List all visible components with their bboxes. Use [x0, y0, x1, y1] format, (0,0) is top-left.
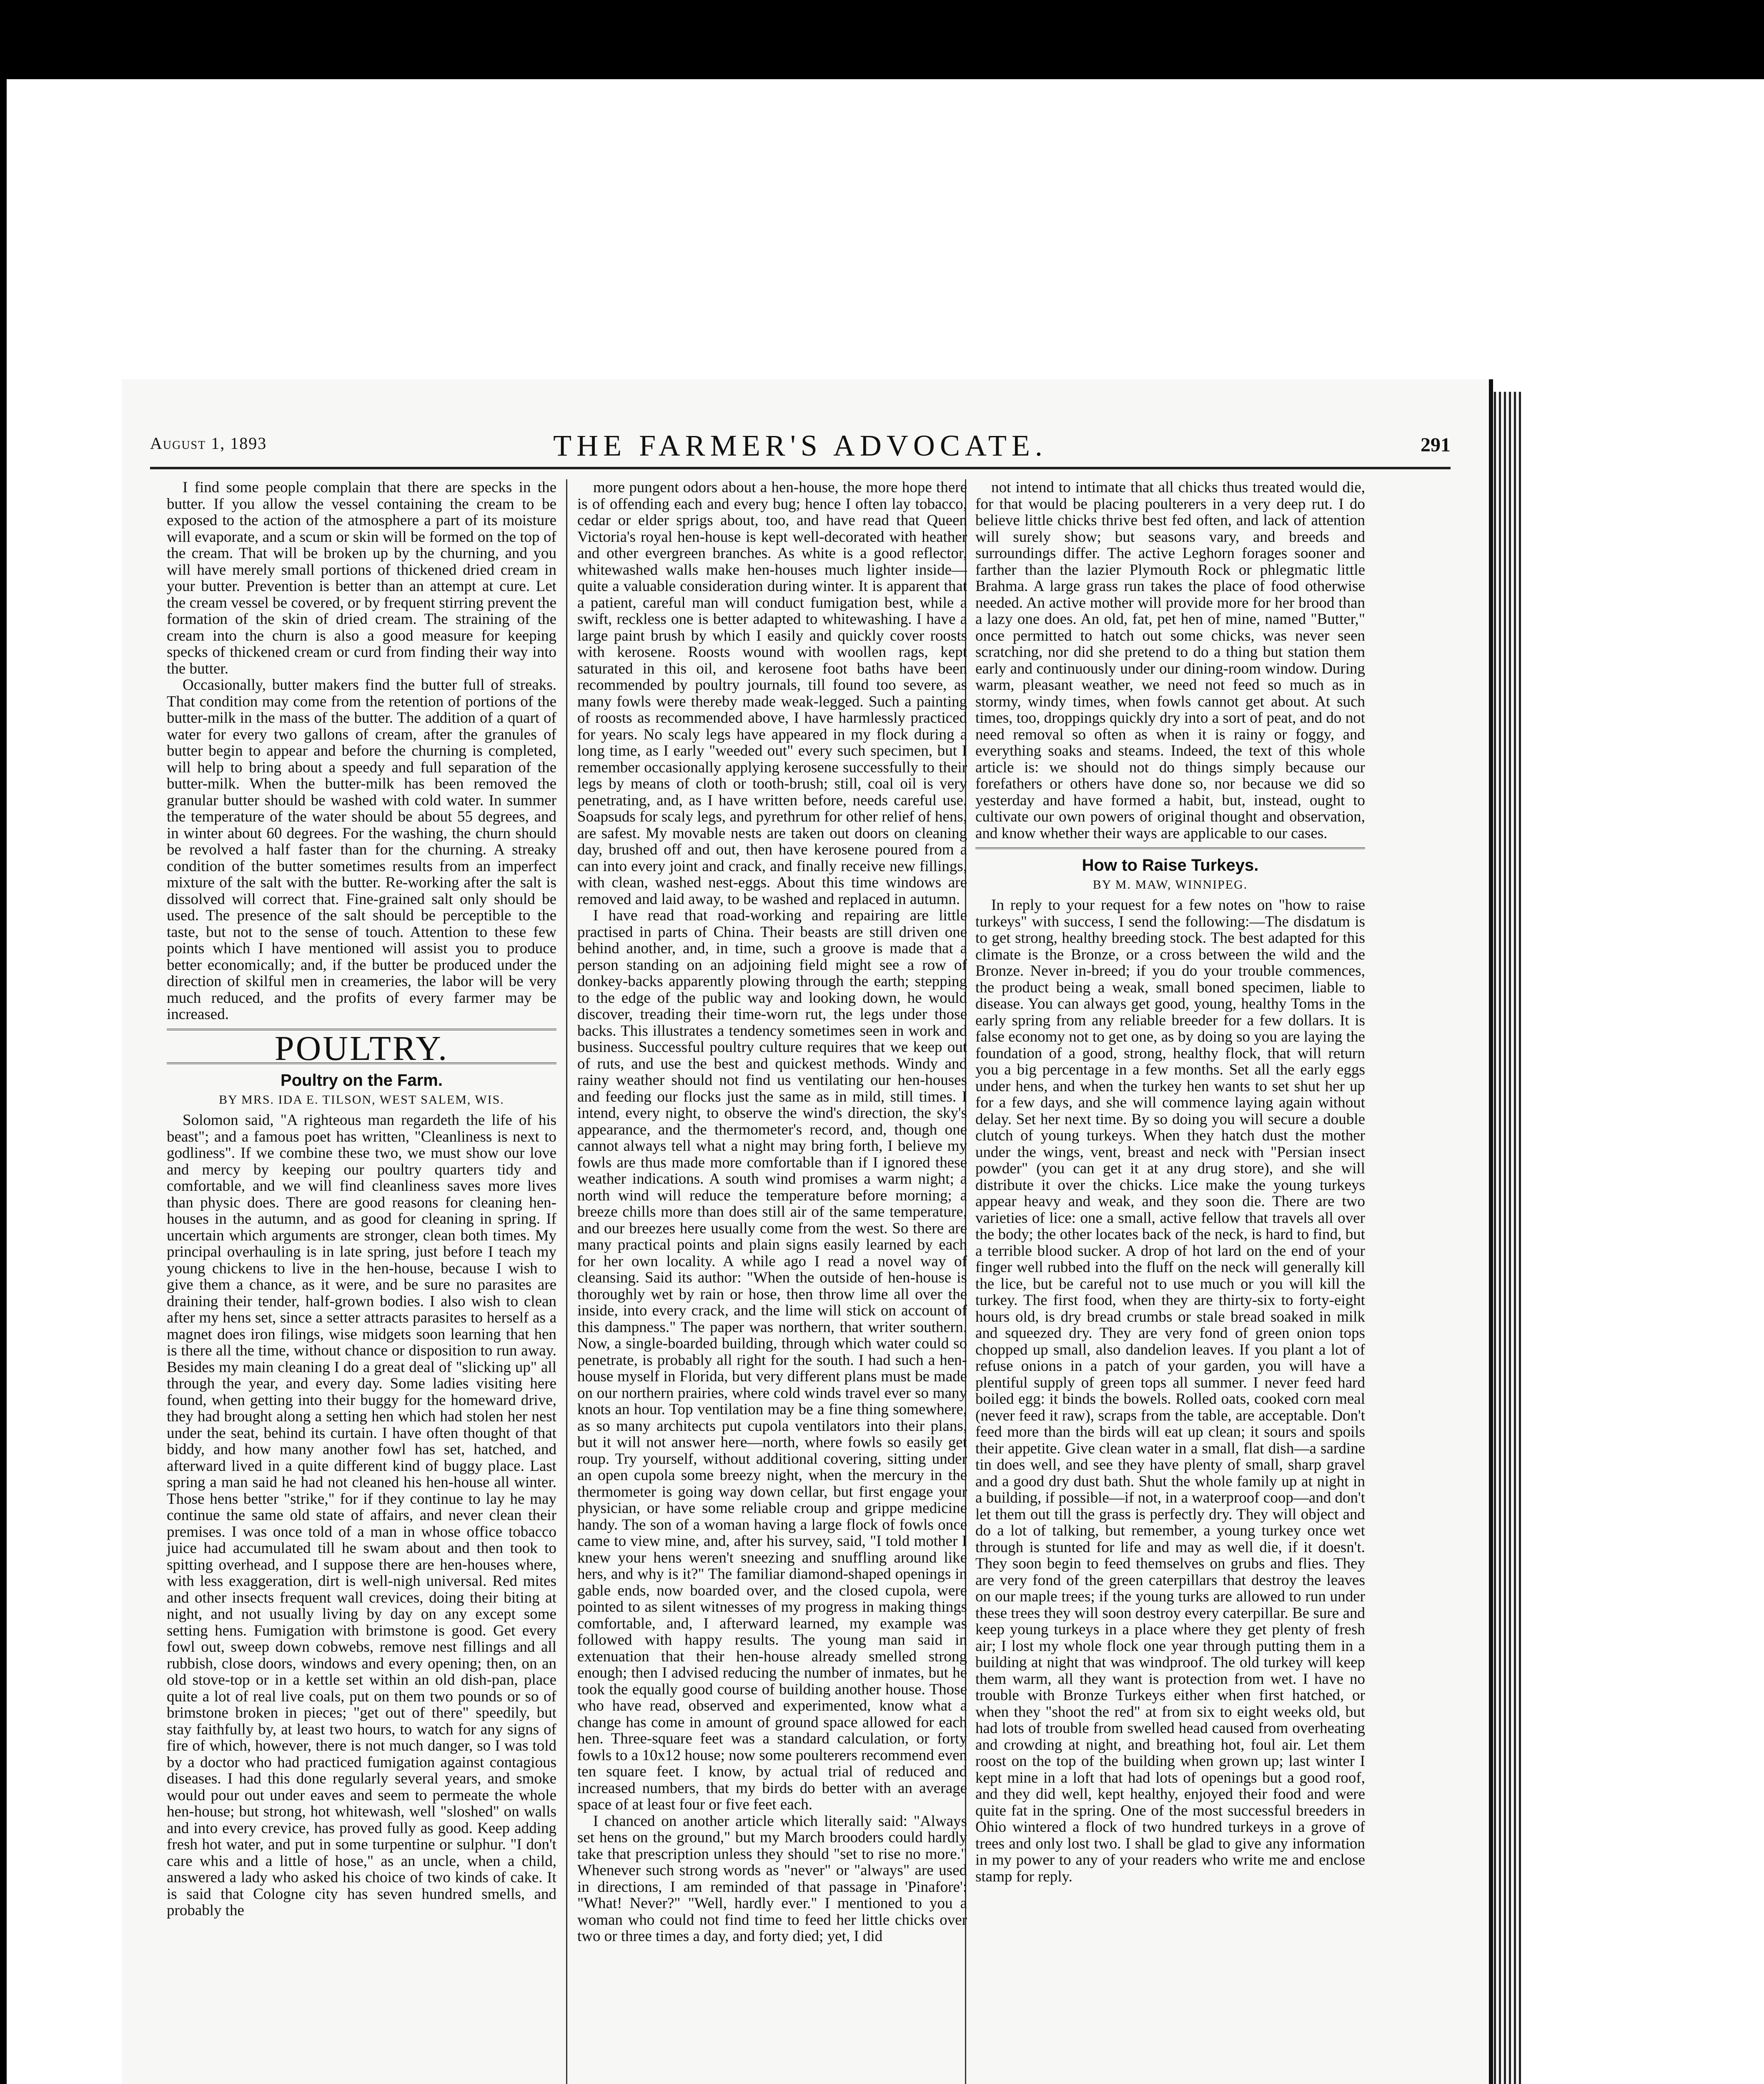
article-title: How to Raise Turkeys. — [1082, 856, 1259, 874]
article-divider — [975, 847, 1365, 849]
paragraph: I chanced on another article which literally said: "Always set hens on the ground," but my March brooders could hardly take that prescription unless they should "set to rise no more." Whenever such strong words as "never" or "always" are used in directions, I am reminded of that passage in 'Pinafore': "What! Never?" "Well, hardly ever." I mentioned to you a woman who could not find time to feed her little chicks over two or three times a day, and forty died; yet, I did — [577, 1812, 967, 1945]
column-divider — [566, 479, 567, 2084]
paragraph: more pungent odors about a hen-house, the more hope there is of offending each and every bug; hence I often lay tobacco, cedar or elder sprigs about, too, and have read that Queen Victoria's royal hen-house is kept well-decorated with heather and other evergreen branches. As white is a good reflector, whitewashed walls make hen-houses much lighter inside—quite a valuable consideration during winter. It is apparent that a patient, careful man will conduct fumigation best, while a swift, reckless one is better adapted to whitewashing. I have a large paint brush by which I easily and quickly cover roosts with kerosene. Roosts wound with woollen rags, kept saturated in this oil, and kerosene foot baths have been recommended by poultry journals, till found too severe, as many fowls were thereby made weak-legged. Such a painting of roosts as recommended above, I have harmlessly practiced for years. No scaly legs have appeared in my flock during a long time, as I early "weeded out" every such specimen, but I remember occasionally applying kerosene successfully to their legs by means of cloth or tooth-brush; still, coal oil is very penetrating, and, as I have written before, needs careful use. Soapsuds for scaly legs, and pyrethrum for other relief of hens, are safest. My movable nests are taken out doors on cleaning day, brushed off and out, then have kerosene poured from a can into every joint and crack, and finally receive new fillings, with clean, washed nest-eggs. About this time windows are removed and laid away, to be washed and replaced in autumn. — [577, 479, 967, 908]
paragraph: In reply to your request for a few notes on "how to raise turkeys" with success, I send the following:—The disdatum is to get strong, healthy breeding stock. The best adapted for this climate is the Bronze, or a cross between the wild and the Bronze. Never in-breed; if you do your trouble commences, the product being a weak, small boned specimen, liable to disease. You can always get good, young, healthy Toms in the early spring from any reliable breeder for a few dollars. It is false economy not to get one, as by doing so you are laying the foundation of a good, strong, healthy flock, that will return you a big percentage in a few months. Set all the early eggs under hens, and when the turkey hen wants to set shut her up for a few days, and she will commence laying again without delay. Set her next time. By so doing you will secure a double clutch of young turkeys. When they hatch dust the mother under the wings, vent, breast and neck with "Persian insect powder" (you can get it at any drug store), and she will distribute it over the chicks. Lice make the young turkeys appear heavy and weak, and they soon die. There are two varieties of lice: one a small, active fellow that travels all over the body; the other locates back of the neck, is hard to find, but a terrible blood sucker. A drop of hot lard on the end of your finger well rubbed into the fluff on the neck will generally kill the lice, but be careful not to use much or you will kill the turkey. The first food, when they are thirty-six to forty-eight hours old, is dry bread crumbs or stale bread soaked in milk and squeezed dry. They are very fond of green onion tops chopped up small, also dandelion leaves. If you plant a lot of refuse onions in a patch of your garden, you will have a plentiful supply of green tops all summer. I never feed hard boiled egg: it binds the bowels. Rolled oats, cooked corn meal (never feed it raw), scraps from the table, are acceptable. Don't feed more than the birds will eat up clean; it sours and spoils their appetite. Give clean water in a small, flat dish—a sardine tin does well, and see they have plenty of small, sharp gravel and a good dry dust bath. Shut the whole family up at night in a building, if possible—if not, in a waterproof coop—and don't let them out till the grass is perfectly dry. They will object and do a lot of talking, but remember, a young turkey once wet through is stunted for life and may as well die, if it doesn't. They soon begin to feed themselves on grubs and flies. They are very fond of the green caterpillars that destroy the leaves on our maple trees; if the young turks are allowed to run under these trees they will soon destroy every caterpillar. Be sure and keep young turkeys in a place where they get plenty of fresh air; I lost my whole flock one year through putting them in a building at night that was windproof. The old turkey will keep them warm, all they want is protection from wet. I have no trouble with Bronze Turkeys either when first hatched, or when they "shoot the red" at from six to eight weeks old, but had lots of trouble from swelled head caused from overheating and crowding at night, and breathing hot, foul air. Let them roost on the top of the building when grown up; last winter I kept mine in a loft that had lots of openings but a good roof, and they did well, kept healthy, enjoyed their food and were quite fat in the spring. One of the most successful breeders in Ohio wintered a flock of two hundred turkeys in a grove of trees and only lost two. I shall be glad to give any information in my power to any of your readers who write me and enclose stamp for reply. — [975, 897, 1365, 1885]
paragraph: not intend to intimate that all chicks thus treated would die, for that would be placing poulterers in a very deep rut. I do believe little chicks thrive best fed often, and lack of attention will surely show; but seasons vary, and breeds and surroundings differ. The active Leghorn forages sooner and farther than the lazier Plymouth Rock or phlegmatic little Brahma. A large grass run takes the place of food otherwise needed. An active mother will provide more for her brood than a lazy one does. An old, fat, pet hen of mine, named "Butter," once permitted to hatch out some chicks, was never seen scratching, nor did she pretend to do a thing but station them early and continuously under our dining-room window. During warm, pleasant weather, we need not feed so much as in stormy, windy times, when fowls cannot get about. At such times, too, droppings quickly dry into a sort of peat, and do not need removal so often as when it is rainy or foggy, and everything soaks and steams. Indeed, the text of this whole article is: we should not do things simply because our forefathers or others have done so, nor because we did so yesterday and have formed a habit, but, instead, ought to cultivate our own powers of original thought and observation, and know whether their ways are applicable to our cases. — [975, 479, 1365, 842]
paragraph: I find some people complain that there are specks in the butter. If you allow the vessel containing the cream to be exposed to the action of the atmosphere a part of its moisture will evaporate, and a scum or skin will be formed on the top of the cream. That will be broken up by the churning, and you will have merely small portions of thickened dried cream in your butter. Prevention is better than an attempt at cure. Let the cream vessel be covered, or by frequent stirring prevent the formation of the skin of dried cream. The straining of the cream into the churn is also a good measure for keeping specks of thickened cream or curd from finding their way into the butter. — [167, 479, 556, 677]
column-2 — [577, 479, 967, 1945]
issue-date: August 1, 1893 — [150, 434, 267, 453]
paragraph: Occasionally, butter makers find the butter full of streaks. That condition may come from the retention of portions of the butter-milk in the mass of the butter. The addition of a quart of water for every two gallons of cream, after the granules of butter begin to appear and before the churning is completed, will help to bring about a speedy and full separation of the butter-milk. When the butter-milk has been removed the granular butter should be washed with cold water. In summer the temperature of the water should be about 55 degrees, and in winter about 60 degrees. For the washing, the churn should be revolved a half faster than for the churning. A streaky condition of the butter sometimes results from an imperfect mixture of the salt with the butter. Re-working after the salt is dissolved will correct that. Fine-grained salt only should be used. The presence of the salt should be perceptible to the taste, but not to the sense of touch. Attention to these few points which I have mentioned will assist you to produce better economically; and, if the butter be produced under the direction of skilful men in creameries, the labor will be very much reduced, and the profits of every farmer may be increased. — [167, 676, 556, 1023]
article-title: Poultry on the Farm. — [281, 1071, 443, 1090]
column-1 — [167, 479, 556, 1919]
header-rule — [150, 467, 1451, 469]
article-byline: BY M. MAW, WINNIPEG. — [1092, 877, 1248, 892]
article-byline: BY MRS. IDA E. TILSON, WEST SALEM, WIS. — [219, 1092, 504, 1107]
section-title: POULTRY. — [274, 1029, 449, 1068]
page-header — [150, 429, 1451, 463]
column-3 — [975, 479, 1365, 1885]
masthead-title: THE FARMER'S ADVOCATE. — [553, 429, 1047, 462]
paragraph: Solomon said, "A righteous man regardeth the life of his beast"; and a famous poet has written, "Cleanliness is next to godliness". If we combine these two, we must show our love and mercy by keeping our poultry quarters tidy and comfortable, and we will find cleanliness saves more lives than physic does. There are good reasons for cleaning hen-houses in the autumn, and as good for cleaning in spring. If uncertain which arguments are stronger, clean both times. My principal overhauling is in late spring, just before I teach my young chickens to live in the hen-house, because I wish to give them a chance, as it were, and be sure no parasites are draining their tender, half-grown bodies. I also wish to clean after my hens set, since a setter attracts parasites to herself as a magnet does iron filings, wise midgets soon learning that hen is there all the time, without chance or disposition to run away. Besides my main cleaning I do a great deal of "slicking up" all through the year, and every day. Some ladies visiting here found, when getting into their buggy for the homeward drive, they had brought along a setting hen which had stolen her nest under the seat, behind its curtain. I have often thought of that biddy, and how many another fowl has set, hatched, and afterward lived in a quite different kind of buggy place. Last spring a man said he had not cleaned his hen-house all winter. Those hens better "strike," for if they continue to lay he may continue the same old state of affairs, and never clean their premises. I was once told of a man in whose office tobacco juice had accumulated till he swam about and then took to spitting overhead, and I suppose there are hen-houses where, with less exaggeration, dirt is well-nigh universal. Red mites and other insects frequent wall crevices, doing their biting at night, and not usually living by day on any except some setting hens. Fumigation with brimstone is good. Get every fowl out, sweep down cobwebs, remove nest fillings and all rubbish, close doors, windows and every opening; then, on an old stove-top or in a kettle set within an old dish-pan, place quite a lot of real live coals, put on them two pounds or so of brimstone broken in pieces; "get out of there" speedily, but stay faithfully by, at least two hours, to watch for any signs of fire of which, however, there is not much danger, so I was told by a doctor who had practiced fumigation against contagious diseases. I had this done regularly several years, and smoke would pour out under eaves and seem to permeate the whole hen-house; but strong, hot whitewash, well "sloshed" on walls and into every crevice, has proved fully as good. Keep adding fresh hot water, and put in some turpentine or sulphur. "I don't care whis and a little of hose," as an uncle, when a child, answered a lady who asked his choice of two kinds of cake. It is said that Cologne city has seven hundred smells, and probably the — [167, 1112, 556, 1919]
paragraph: I have read that road-working and repairing are little practised in parts of China. Their beasts are still driven one behind another, and, in time, such a groove is made that a person standing on an adjoining field might see a row of donkey-backs apparently plowing through the earth; stepping to the edge of the public way and looking down, he would discover, treading their time-worn rut, the legs under those backs. This illustrates a tendency sometimes seen in work and business. Successful poultry culture requires that we keep out of ruts, and use the best and quickest methods. Windy and rainy weather should not find us ventilating our hen-houses and feeding our flocks just the same as in mild, still times. I intend, every night, to observe the wind's direction, the sky's appearance, and the thermometer's record, and, though one cannot always tell what a night may bring forth, I believe my fowls are thus made more comfortable than if I ignored these weather indications. A south wind promises a warm night; a north wind will reduce the temperature before morning; a breeze chills more than does still air of the same temperature, and our breezes here usually come from the west. So there are many practical points and plain signs easily learned by each for her own locality. A while ago I read a novel way of cleansing. Said its author: "When the outside of hen-house is thoroughly wet by rain or hose, then throw lime all over the inside, into every crack, and the lime will stick on account of this dampness." The paper was northern, that writer southern. Now, a single-boarded building, through which water could so penetrate, is probably all right for the south. I had such a hen-house myself in Florida, but very different plans must be made on our northern prairies, where cold winds travel ever so many knots an hour. Top ventilation may be a fine thing somewhere, as so many architects put cupola ventilators into their plans, but it will not answer here—north, where fowls so easily get roup. Try yourself, without additional covering, sitting under an open cupola some breezy night, when the mercury in the thermometer is going way down cellar, but first engage your physician, or have some reliable croup and grippe medicine handy. The son of a woman having a large flock of fowls once came to view mine, and, after his survey, said, "I told mother I knew your hens weren't sneezing and snuffling around like hers, and why is it?" The familiar diamond-shaped openings in gable ends, now boarded over, and the closed cupola, were pointed to as silent witnesses of my progress in making things comfortable, and, I afterward learned, my example was followed with happy results. The young man said in extenuation that their hen-house already smelled strong enough; then I advised reducing the number of inmates, but he took the equally good course of building another house. Those who have read, observed and experimented, know what a change has come in amount of ground space allowed for each hen. Three-square feet was a standard calculation, or forty fowls to a 10x12 house; now some poulterers recommend even ten square feet. I know, by actual trial of reduced and increased numbers, that my birds do better with an average space of at least four or five feet each. — [577, 907, 967, 1813]
page-number: 291 — [1421, 434, 1451, 456]
